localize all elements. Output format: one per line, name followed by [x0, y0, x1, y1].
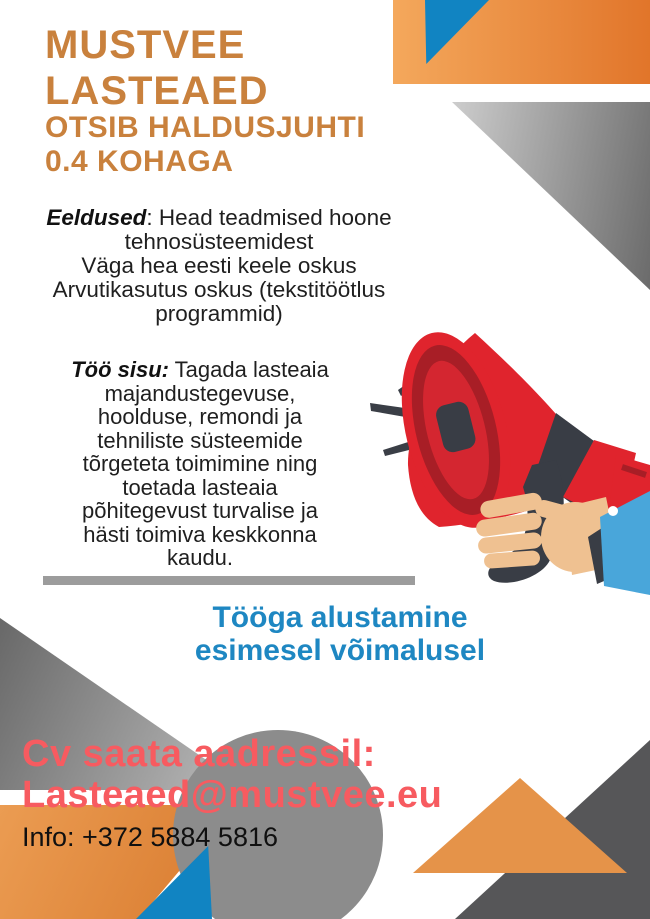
requirements-section: [20, 206, 418, 326]
requirements-line-5: programmid): [155, 301, 283, 326]
sleeve-button: [608, 506, 618, 516]
requirements-line-3: Väga hea eesti keele oskus: [81, 253, 357, 278]
megaphone-icon: [360, 325, 650, 595]
start-note-line-2: esimesel võimalusel: [194, 634, 486, 667]
duties-line-1: [25, 358, 375, 382]
duties-line-5: tõrgeteta toimimine ning: [82, 451, 318, 476]
duties-line-3: hoolduse, remondi ja: [97, 404, 303, 429]
top-right-gray-triangle: [452, 102, 650, 290]
duties-line-8: hästi toimiva keskkonna: [83, 521, 317, 547]
title-line-2: LASTEAED: [45, 69, 269, 113]
requirements-label: Eeldused: [46, 205, 147, 230]
start-note: [140, 601, 540, 667]
duties-section: [25, 358, 375, 570]
start-note-line-1: Tööga alustamine: [212, 601, 468, 634]
cv-line-1: Cv saata aadressil:: [22, 733, 376, 775]
requirements-line-4: Arvutikasutus oskus (tekstitöötlus: [52, 277, 386, 302]
info-phone: Info: +372 5884 5816: [22, 822, 278, 852]
requirements-label-suffix: : Head teadmised hoone: [146, 205, 392, 230]
poster-title: [45, 22, 445, 114]
duties-line-2: majandustegevuse,: [104, 380, 296, 406]
subtitle-line-1: OTSIB HALDUSJUHTI: [45, 111, 366, 144]
cv-email: Lasteaed@mustvee.eu: [22, 774, 443, 816]
duties-label-suffix: Tagada lasteaia: [168, 357, 329, 382]
subtitle-line-2: 0.4 KOHAGA: [45, 145, 234, 178]
requirements-line-1: [20, 206, 418, 230]
duties-line-4: tehniliste süsteemide: [97, 427, 303, 453]
title-line-1: MUSTVEE: [45, 23, 246, 67]
poster-subtitle: [45, 111, 465, 179]
duties-line-7: põhitegevust turvalise ja: [81, 498, 319, 523]
duties-label: Töö sisu:: [71, 357, 169, 382]
duties-line-6: toetada lasteaia: [122, 474, 278, 500]
cv-contact: [22, 734, 582, 816]
duties-line-9: kaudu.: [166, 545, 234, 570]
requirements-line-2: tehnosüsteemidest: [124, 229, 314, 254]
